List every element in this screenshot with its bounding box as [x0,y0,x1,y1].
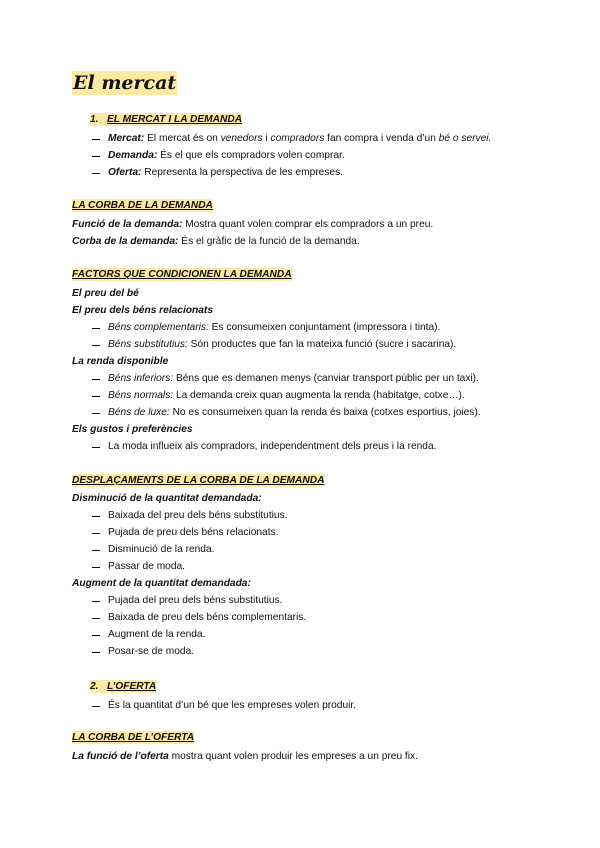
list-item-mercat [108,132,491,145]
heading-factors: FACTORS QUE CONDICIONEN LA DEMANDA [72,269,292,280]
section-2-title: L’OFERTA [107,681,157,692]
list-item: Augment de la renda. [108,629,206,640]
item-text: La demanda creix quan augmenta la renda (habitatge, cotxe…). [173,390,465,401]
dash-bullet [92,618,100,619]
dash-bullet [92,173,100,174]
item-text: Béns que es demanen menys (canviar transport públic per un taxi). [173,373,479,384]
item-text: venedors [220,133,263,144]
dash-bullet [92,706,100,707]
list-item-oferta-def: És la quantitat d’un bé que les empreses volen produir. [108,700,357,711]
list-item: Posar-se de moda. [108,646,195,657]
item-text: Es consumeixen conjuntament (impressora i tinta). [208,322,441,333]
dash-bullet [92,328,100,329]
term-label: Béns normals: [108,390,174,401]
dash-bullet [92,516,100,517]
list-item: Disminució de la renda. [108,544,215,555]
term-label: Funció de la demanda: [72,219,183,230]
item-text: No es consumeixen quan la renda és baixa (cotxes esportius, joies). [169,407,481,418]
term-label: Béns complementaris: [108,322,209,333]
section-1-title: EL MERCAT I LA DEMANDA [107,114,243,125]
line-funcio-oferta [72,750,418,763]
dash-bullet [92,533,100,534]
dash-bullet [92,139,100,140]
list-item: Baixada de preu dels béns complementaris. [108,612,307,623]
term-label: Oferta: [108,167,142,178]
item-text: Representa la perspectiva de les empreses. [141,167,343,178]
section-2-number: 2. [90,681,99,692]
line-corba-demanda [72,235,360,248]
dash-bullet [92,156,100,157]
subheading-renda: La renda disponible [72,356,169,367]
list-item-normals [108,389,465,402]
item-text: mostra quant volen produir les empreses a un preu fix. [168,751,418,762]
term-label: Béns de luxe: [108,407,170,418]
list-item: Pujada del preu dels béns substitutius. [108,595,283,606]
list-item-inferiors [108,372,479,385]
list-item-demanda [108,149,345,162]
list-item-substitutius [108,338,456,351]
dash-bullet [92,567,100,568]
section-1-heading [90,113,242,126]
dash-bullet [92,379,100,380]
list-item: Pujada de preu dels béns relacionats. [108,527,279,538]
term-label: Demanda: [108,150,158,161]
subheading-preu-be: El preu del bé [72,288,139,299]
item-text: El mercat és on [144,133,221,144]
item-text: fan compra i venda d’un [324,133,439,144]
item-text: i [262,133,271,144]
heading-corba-oferta: LA CORBA DE L’OFERTA [72,732,195,743]
dash-bullet [92,345,100,346]
item-text: És el que els compradors volen comprar. [157,150,345,161]
list-item-moda: La moda influeix als compradors, independentment dels preus i la renda. [108,441,437,452]
item-text: compradors [270,133,325,144]
dash-bullet [92,413,100,414]
dash-bullet [92,396,100,397]
term-label: Béns inferiors: [108,373,174,384]
list-item-oferta [108,166,343,179]
item-text: bé o servei. [438,133,492,144]
section-1-number: 1. [90,114,99,125]
item-text: Són productes que fan la mateixa funció (sucre i sacarina). [187,339,457,350]
dash-bullet [92,550,100,551]
subheading-augment: Augment de la quantitat demandada: [72,578,251,589]
item-text: Mostra quant volen comprar els compradors a un preu. [182,219,434,230]
list-item-complementaris [108,321,440,334]
page-title: El mercat [73,72,177,94]
dash-bullet [92,652,100,653]
subheading-disminucio: Disminució de la quantitat demandada: [72,493,262,504]
subheading-gustos: Els gustos i preferències [72,424,193,435]
list-item: Baixada del preu dels béns substitutius. [108,510,288,521]
term-label: La funció de l’oferta [72,751,169,762]
item-text: És el gràfic de la funció de la demanda. [178,236,360,247]
term-label: Mercat: [108,133,145,144]
subheading-preu-relacionats: El preu dels béns relacionats [72,305,213,316]
heading-corba-demanda: LA CORBA DE LA DEMANDA [72,200,213,211]
dash-bullet [92,601,100,602]
dash-bullet [92,635,100,636]
dash-bullet [92,447,100,448]
heading-desplacaments: DESPLAÇAMENTS DE LA CORBA DE LA DEMANDA [72,475,325,486]
term-label: Corba de la demanda: [72,236,179,247]
list-item: Passar de moda. [108,561,186,572]
section-2-heading [90,680,156,693]
list-item-luxe [108,406,481,419]
line-funcio-demanda [72,218,433,231]
term-label: Béns substitutius: [108,339,188,350]
